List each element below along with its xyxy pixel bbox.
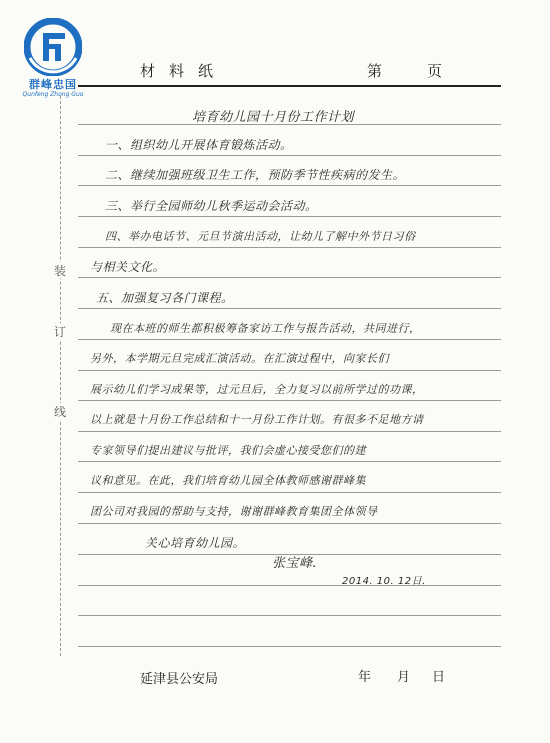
handwritten-line: 议和意见。在此，我们培育幼儿园全体教师感谢群峰集 <box>90 474 366 487</box>
ruled-line <box>78 308 501 309</box>
ruled-line <box>78 155 501 156</box>
ruled-line <box>78 646 501 647</box>
ruled-line <box>78 339 501 340</box>
handwritten-line: 二、继续加强班级卫生工作，预防季节性疾病的发生。 <box>105 168 406 182</box>
page-title: 材料纸 <box>140 62 228 80</box>
handwritten-line: 以上就是十月份工作总结和十一月份工作计划。有很多不足地方请 <box>90 413 424 426</box>
handwritten-line: 关心培育幼儿园。 <box>145 536 246 550</box>
ruled-line <box>78 185 501 186</box>
ruled-line <box>78 370 501 371</box>
handwritten-line: 专家领导们提出建议与批评，我们会虚心接受您们的建 <box>90 444 366 457</box>
footer-month-label: 月 <box>397 670 411 685</box>
company-logo <box>18 18 88 104</box>
ruled-line <box>78 247 501 248</box>
ruled-line <box>78 400 501 401</box>
binding-line <box>60 96 61 656</box>
binding-mark-ding: 订 <box>54 325 67 339</box>
ruled-line <box>78 277 501 278</box>
handwritten-line: 四、举办电话节、元旦节演出活动，让幼儿了解中外节日习俗 <box>105 230 416 243</box>
ruled-line <box>78 523 501 524</box>
ruled-line <box>78 615 501 616</box>
handwritten-line: 三、举行全园师幼儿秋季运动会活动。 <box>105 199 318 213</box>
handwritten-line: 现在本班的师生都积极筹备家访工作与报告活动，共同进行， <box>110 322 421 335</box>
handwritten-line: 团公司对我园的帮助与支持，谢谢群峰教育集团全体领导 <box>90 505 378 518</box>
ruled-line <box>78 216 501 217</box>
footer-year-label: 年 <box>358 670 372 685</box>
qf-logo-icon <box>24 18 82 76</box>
handwritten-line: 五、加强复习各门课程。 <box>96 291 234 305</box>
ruled-line <box>78 492 501 493</box>
handwritten-line: 另外，本学期元旦完成汇演活动。在汇演过程中，向家长们 <box>90 352 389 365</box>
page-number-label: 第 <box>367 62 383 80</box>
handwritten-line: 一、组织幼儿开展体育锻炼活动。 <box>105 138 293 152</box>
ruled-line <box>78 461 501 462</box>
header-rule <box>78 85 501 87</box>
handwritten-signature: 张宝峰. <box>272 556 318 571</box>
ruled-line <box>78 585 501 586</box>
binding-mark-xian: 线 <box>54 405 67 419</box>
logo-subtitle: Qunfeng Zhong Guo <box>22 91 84 98</box>
handwritten-line: 展示幼儿们学习成果等，过元旦后，全力复习以前所学过的功课， <box>90 383 424 396</box>
handwritten-heading: 培育幼儿园十月份工作计划 <box>192 110 355 125</box>
logo-name: 群峰忠国 <box>29 78 77 91</box>
footer-unit-name: 延津县公安局 <box>140 672 219 687</box>
binding-mark-zhuang: 装 <box>54 264 67 278</box>
handwritten-line: 与相关文化。 <box>90 260 166 274</box>
ruled-line <box>78 431 501 432</box>
footer-day-label: 日 <box>432 670 446 685</box>
page-number-suffix: 页 <box>427 62 443 80</box>
handwritten-date: 2014. 10. 12日. <box>342 576 426 587</box>
